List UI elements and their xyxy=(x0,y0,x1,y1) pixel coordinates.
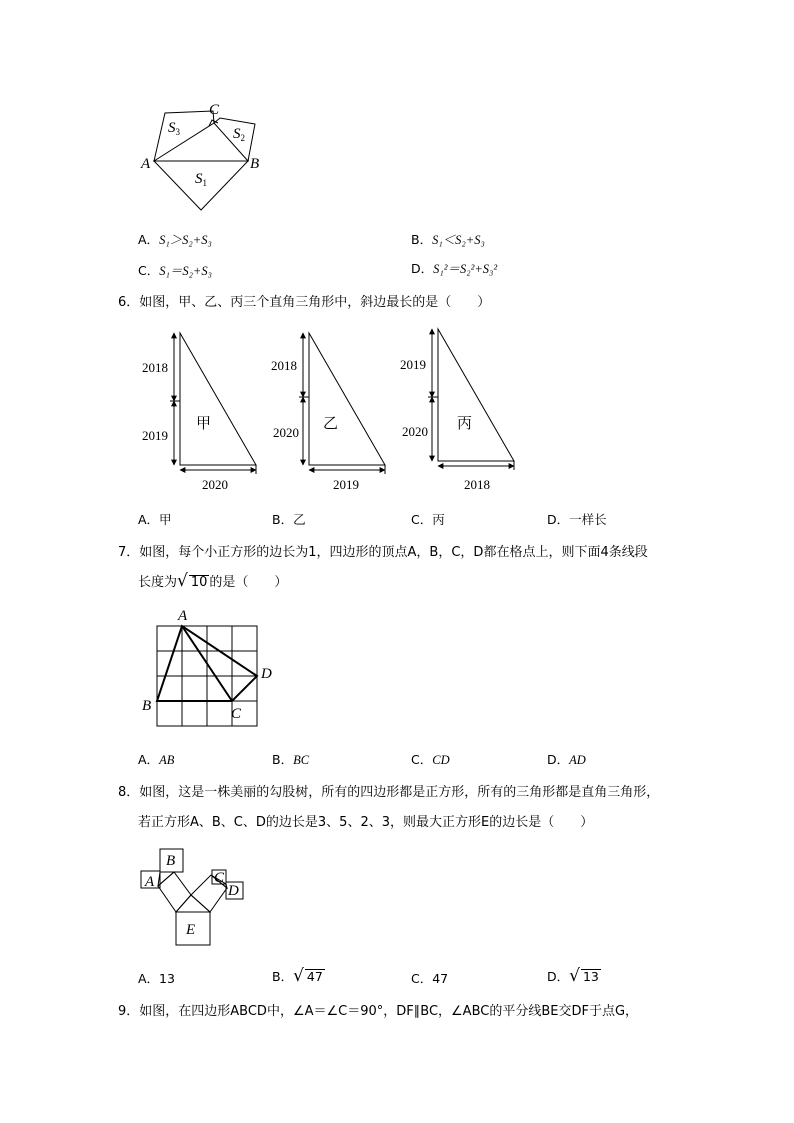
q6-stem: 6．如图，甲、乙、丙三个直角三角形中，斜边最长的是（ ） xyxy=(118,295,491,310)
q7-option-d-text: AD xyxy=(569,753,586,767)
q6-option-b[interactable]: B．乙 xyxy=(272,512,306,527)
q8-option-b[interactable] xyxy=(272,966,325,986)
q8-option-d-prefix: D． xyxy=(547,969,570,984)
q7-stem-pre: 长度为 xyxy=(138,575,178,590)
q8-option-c[interactable]: C．47 xyxy=(411,971,449,986)
q6-tri3-bottom: 2020 xyxy=(402,424,428,439)
q6-option-d[interactable]: D．一样长 xyxy=(547,512,607,527)
q5-option-b-prefix: B． xyxy=(411,232,433,247)
q6-tri2-name: 乙 xyxy=(323,414,339,432)
q5-option-d-prefix: D． xyxy=(411,261,434,276)
q7-option-d-prefix: D． xyxy=(547,752,570,767)
q8-stem-line2: 若正方形A、B、C、D的边长是3、5、2、3，则最大正方形E的边长是（ ） xyxy=(138,815,594,830)
q7-option-b-text: BC xyxy=(293,753,310,767)
q7-label-d: D xyxy=(261,666,272,682)
q8-option-a[interactable]: A．13 xyxy=(138,971,175,986)
q6-tri1-top: 2018 xyxy=(142,360,168,375)
q5-option-a-text: S₁＞S₂+S₃ xyxy=(159,233,212,247)
q7-label-c: C xyxy=(231,706,242,722)
q7-stem-line1: 7．如图，每个小正方形的边长为1，四边形的顶点A，B，C，D都在格点上，则下面4条线段 xyxy=(118,545,648,560)
q8-option-d-sqrt: √ 13 xyxy=(569,966,599,986)
q5-option-c-text: S₁＝S₂+S₃ xyxy=(159,264,212,278)
q7-label-a: A xyxy=(178,608,188,624)
q5-option-b-text: S₁＜S₂+S₃ xyxy=(432,233,485,247)
q8-label-b: B xyxy=(166,853,176,869)
q7-sqrt: √ 10 xyxy=(177,571,208,591)
q5-label-s1: $S_1$ xyxy=(195,171,207,188)
q6-option-a[interactable]: A．甲 xyxy=(138,512,172,527)
q6-tri2-base: 2019 xyxy=(333,477,359,492)
q5-label-a: A xyxy=(141,156,151,172)
q8-label-a: A xyxy=(145,874,155,890)
q5-label-s2: $S_2$ xyxy=(233,126,245,143)
q8-label-c: C xyxy=(214,870,225,886)
q9-stem: 9．如图，在四边形ABCD中，∠A＝∠C＝90°，DF∥BC，∠ABC的平分线BE交DF于点G， xyxy=(118,1004,639,1019)
q6-tri1-name: 甲 xyxy=(196,414,212,432)
q8-option-b-radicand: 47 xyxy=(306,969,323,984)
q6-tri2-top: 2018 xyxy=(271,358,297,373)
q6-tri1-base: 2020 xyxy=(202,477,228,492)
q8-stem-line1: 8．如图，这是一株美丽的勾股树，所有的四边形都是正方形，所有的三角形都是直角三角形， xyxy=(118,785,660,800)
q6-tri3-top: 2019 xyxy=(400,357,426,372)
q5-option-d-text: S₁²＝S₂²+S₃² xyxy=(433,262,498,276)
q5-option-a-prefix: A． xyxy=(138,232,160,247)
q5-label-s3: $S_3$ xyxy=(168,120,180,137)
q6-tri1-bottom: 2019 xyxy=(142,428,168,443)
q5-option-c-prefix: C． xyxy=(138,263,160,278)
q5-label-b: B xyxy=(250,156,260,172)
q7-label-b: B xyxy=(142,698,152,714)
q7-stem-post: 的是（ ） xyxy=(209,575,288,590)
q8-option-d[interactable] xyxy=(547,966,601,986)
q8-option-d-radicand: 13 xyxy=(582,969,599,984)
q7-option-a-text: AB xyxy=(159,753,175,767)
q7-option-a-prefix: A． xyxy=(138,752,160,767)
q7-option-b-prefix: B． xyxy=(272,752,294,767)
q5-label-c: C xyxy=(209,102,220,118)
q8-label-d: D xyxy=(228,883,239,899)
q6-tri3-base: 2018 xyxy=(464,477,490,492)
q7-option-c-text: CD xyxy=(432,753,450,767)
q7-sqrt-radicand: 10 xyxy=(190,575,208,590)
q6-tri3-name: 丙 xyxy=(457,414,473,432)
q7-option-c-prefix: C． xyxy=(411,752,433,767)
q6-tri2-bottom: 2020 xyxy=(273,425,299,440)
q6-option-c[interactable]: C．丙 xyxy=(411,512,445,527)
q8-label-e: E xyxy=(186,922,196,938)
q8-option-b-prefix: B． xyxy=(272,969,294,984)
q8-option-b-sqrt: √ 47 xyxy=(293,966,323,986)
